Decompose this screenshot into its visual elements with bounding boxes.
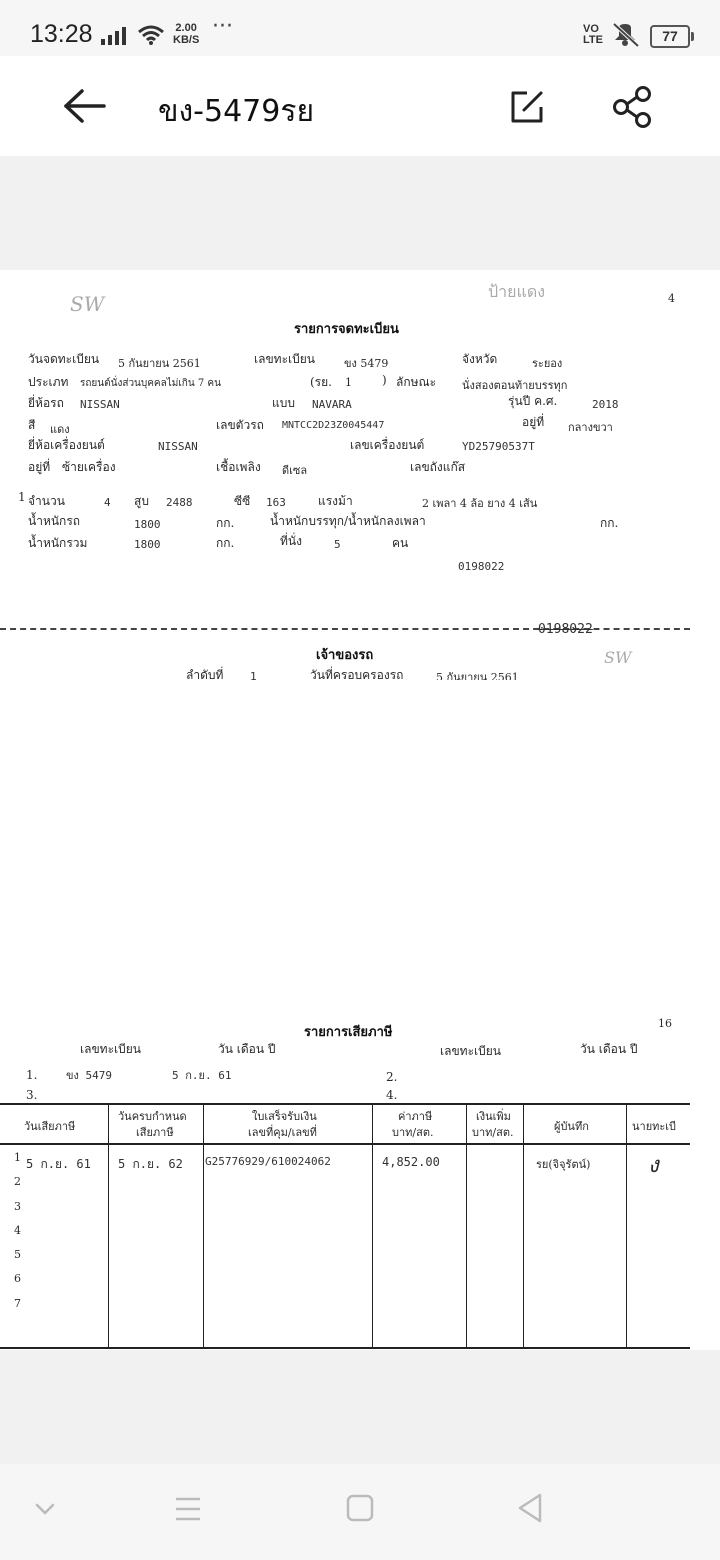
wifi-icon	[137, 24, 165, 46]
col-header-receipt: ใบเสร็จรับเงิน	[252, 1110, 317, 1123]
col-header-amount: ค่าภาษี	[398, 1110, 433, 1123]
registration-title: รายการจดทะเบียน	[294, 322, 399, 337]
serial-number: 0198022	[458, 560, 505, 573]
reg-number: ขง 5479	[344, 357, 389, 370]
initials-mark: SW	[70, 292, 105, 316]
volte-indicator: VO LTE	[583, 23, 603, 46]
engine-number: YD25790537T	[462, 440, 535, 453]
seats: 5	[334, 538, 341, 551]
battery-icon: 77	[650, 25, 690, 48]
row1-due-date: 5 ก.ย. 62	[118, 1157, 183, 1171]
app-header	[0, 56, 720, 156]
province: ระยอง	[532, 357, 563, 370]
home-square-icon[interactable]	[346, 1494, 374, 1522]
edit-icon[interactable]	[509, 89, 545, 125]
cylinder-count: 4	[104, 496, 111, 509]
share-icon[interactable]	[610, 85, 656, 129]
viewer-background	[0, 1350, 720, 1464]
signal-icon	[101, 26, 129, 46]
navigation-bar	[0, 1464, 720, 1560]
row1-amount: 4,852.00	[382, 1155, 440, 1169]
fuel: ดีเซล	[282, 464, 308, 477]
tax-reg-1: ขง 5479	[66, 1069, 113, 1082]
col-header-extra: เงินเพิ่ม	[476, 1110, 511, 1123]
engine-location: ซ้ายเครื่อง	[62, 460, 116, 474]
chassis-number: MNTCC2D23Z0045447	[282, 420, 385, 431]
row-numbers: 1 2 3 4 5 6 7	[14, 1151, 21, 1310]
owner-order: 1	[250, 670, 257, 680]
more-notifications: ···	[212, 14, 233, 39]
col-header-recorder: ผู้บันทึก	[554, 1120, 589, 1133]
model: NAVARA	[312, 398, 352, 411]
registration-page: SW ป้ายแดง 4 รายการจดทะเบียน วันจดทะเบียน 5 กันยายน 2561 เลขทะเบียน ขง 5479 จังหวัด ระยอง ประเภท รถยนต์นั่งส่วนบุคคลไม่เกิน 7 คน (รย. 1 ) ลักษณะ นั่งสองตอนท้ายบรรทุก ยี่ห้อรถ NISSAN แบบ NAVARA รุ่นปี ค.ศ. 2018 สี แดง เลขตัวรถ MNTCC2D23Z0045447 อยู่ที่ กลางขวา ยี่ห้อเครื่องยนต์ NISSAN เลขเครื่องยนต์ YD25790537T อยู่ที่ ซ้ายเครื่อง เชื้อเพลิง ดีเซล เลขถังแก๊ส 1 จำนวน 4 สูบ 2488 ซีซี 163 แรงม้า 2 เพลา 4 ล้อ ยาง 4 เส้น น้ำหนักรถ 1800 กก. น้ำหนักบรรทุก/น้ำหนักลงเพลา กก. น้ำหนักรวม 1800 กก. ที่นั่ง 5 คน 0198022 0198022 เจ้าของรถ SW ลำดับที่ 1 วันที่ครอบครองรถ 5 กันยายน 2561	[0, 270, 720, 680]
mute-icon	[611, 22, 641, 48]
tax-page: 16 รายการเสียภาษี เลขทะเบียน วัน เดือน ปี เลขทะเบียน วัน เดือน ปี 1. ขง 5479 5 ก.ย. 61 2. 3. 4. วันเสียภาษี วันครบกำหนด เสียภาษี ใบเสร็จรับเงิน เลขที่คุม/เลขที่ ค่าภาษี บาท/สต. เงินเพิ่ม บาท/สต. ผู้บันทึก นายทะเบี 1 2 3 4 5 6 7 5 ก.ย. 61 5 ก.ย. 62 G25776929/610024062 4,852.00 รย(จิจุรัตน์) ง	[0, 995, 720, 1350]
vehicle-color: แดง	[50, 423, 70, 436]
vehicle-type: รถยนต์นั่งส่วนบุคคลไม่เกิน 7 คน	[80, 378, 221, 389]
page-title: ขง-5479รย	[158, 94, 315, 129]
row1-paid-date: 5 ก.ย. 61	[26, 1157, 91, 1171]
body-style: นั่งสองตอนท้ายบรรทุก	[462, 379, 568, 392]
page-gap	[0, 680, 720, 995]
axle-info: 2 เพลา 4 ล้อ ยาง 4 เส้น	[422, 497, 538, 510]
back-triangle-icon[interactable]	[516, 1492, 544, 1524]
back-arrow-icon[interactable]	[62, 88, 108, 124]
net-speed: 2.00 KB/S	[173, 22, 200, 46]
serial-number-struck: 0198022	[538, 622, 593, 637]
owner-initials-mark: SW	[604, 648, 632, 667]
ownership-date: 5 กันยายน 2561	[436, 671, 519, 680]
reg-date: 5 กันยายน 2561	[118, 357, 201, 370]
engine-brand: NISSAN	[158, 440, 198, 453]
page-number: 4	[668, 292, 675, 305]
chassis-location: กลางขวา	[568, 421, 613, 434]
owner-title: เจ้าของรถ	[316, 648, 374, 663]
row1-signature: ง	[648, 1153, 659, 1178]
menu-icon[interactable]	[174, 1496, 202, 1522]
col-header-registrar: นายทะเบี	[632, 1120, 677, 1133]
tax-title: รายการเสียภาษี	[304, 1025, 393, 1040]
model-year: 2018	[592, 398, 619, 411]
horsepower: 163	[266, 496, 286, 509]
tax-date-1: 5 ก.ย. 61	[172, 1069, 232, 1082]
row1-recorder: รย(จิจุรัตน์)	[536, 1158, 591, 1171]
displacement: 2488	[166, 496, 193, 509]
vehicle-weight: 1800	[134, 518, 161, 531]
clock: 13:28	[30, 20, 93, 48]
col-header-due: วันครบกำหนด	[118, 1110, 187, 1123]
tax-page-number: 16	[658, 1017, 672, 1030]
corner-stamp: ป้ายแดง	[488, 282, 546, 301]
brand: NISSAN	[80, 398, 120, 411]
row1-receipt: G25776929/610024062	[205, 1155, 331, 1168]
gross-weight: 1800	[134, 538, 161, 551]
col-header-paid: วันเสียภาษี	[24, 1120, 76, 1133]
chevron-down-icon[interactable]	[34, 1501, 56, 1517]
